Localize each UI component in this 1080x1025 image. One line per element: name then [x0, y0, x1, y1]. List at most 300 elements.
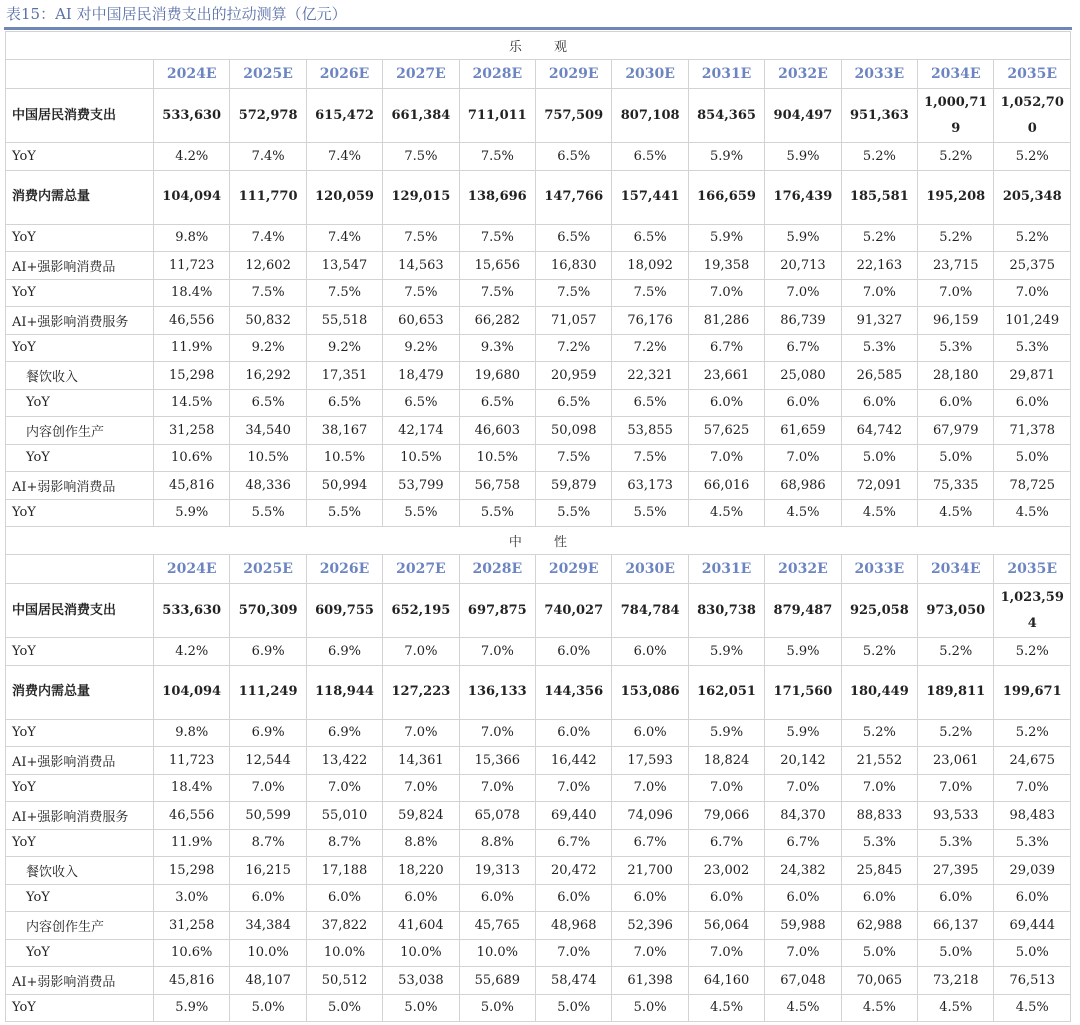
value-cell: 21,700: [612, 857, 688, 885]
value-cell: 7.5%: [612, 444, 688, 472]
value-cell: 5.2%: [841, 143, 917, 171]
value-cell: 6.0%: [306, 884, 382, 912]
value-cell: 7.2%: [612, 334, 688, 362]
value-cell: 16,442: [536, 747, 612, 775]
value-cell: 7.0%: [536, 939, 612, 967]
value-cell: 572,97​8: [230, 89, 306, 143]
value-cell: 6.5%: [612, 224, 688, 252]
value-cell: 5.9%: [765, 719, 841, 747]
row-label: YoY: [6, 829, 154, 857]
row-label: AI+强影响消费服务: [6, 307, 154, 335]
value-cell: 18,479: [383, 362, 459, 390]
value-cell: 6.0%: [918, 884, 994, 912]
value-cell: 64,160: [688, 967, 764, 995]
value-cell: 807,10​8: [612, 89, 688, 143]
value-cell: 104,09​4: [154, 665, 230, 719]
value-cell: 8.7%: [230, 829, 306, 857]
section-header-row: [6, 32, 1071, 60]
value-cell: 19,680: [459, 362, 535, 390]
value-cell: 195,20​8: [918, 170, 994, 224]
value-cell: 6.0%: [765, 389, 841, 417]
row-label: YoY: [6, 334, 154, 362]
value-cell: 7.0%: [612, 774, 688, 802]
value-cell: 6.7%: [688, 334, 764, 362]
value-cell: 46,556: [154, 307, 230, 335]
value-cell: 4.5%: [994, 499, 1071, 527]
table-row: [6, 334, 1071, 362]
value-cell: 6.0%: [612, 884, 688, 912]
value-cell: 73,218: [918, 967, 994, 995]
value-cell: 34,540: [230, 417, 306, 445]
value-cell: 854,36​5: [688, 89, 764, 143]
value-cell: 6.0%: [536, 719, 612, 747]
value-cell: 5.3%: [994, 334, 1071, 362]
value-cell: 5.2%: [918, 719, 994, 747]
value-cell: 23,061: [918, 747, 994, 775]
value-cell: 6.7%: [612, 829, 688, 857]
value-cell: 7.5%: [459, 279, 535, 307]
table-row: [6, 252, 1071, 280]
value-cell: 48,107: [230, 967, 306, 995]
value-cell: 56,064: [688, 912, 764, 940]
value-cell: 111,77​0: [230, 170, 306, 224]
value-cell: 8.8%: [459, 829, 535, 857]
table-row: [6, 747, 1071, 775]
value-cell: 71,057: [536, 307, 612, 335]
value-cell: 661,38​4: [383, 89, 459, 143]
value-cell: 91,327: [841, 307, 917, 335]
value-cell: 16,215: [230, 857, 306, 885]
value-cell: 6.9%: [230, 719, 306, 747]
value-cell: 5.9%: [688, 719, 764, 747]
value-cell: 10.0%: [383, 939, 459, 967]
value-cell: 5.0%: [383, 994, 459, 1022]
value-cell: 11.9%: [154, 334, 230, 362]
value-cell: 147,76​6: [536, 170, 612, 224]
value-cell: 8.7%: [306, 829, 382, 857]
value-cell: 48,968: [536, 912, 612, 940]
year-header: 2035E: [994, 555, 1071, 584]
value-cell: 7.0%: [612, 939, 688, 967]
value-cell: 19,358: [688, 252, 764, 280]
value-cell: 79,066: [688, 802, 764, 830]
value-cell: 7.4%: [306, 143, 382, 171]
value-cell: 6.0%: [765, 884, 841, 912]
value-cell: 7.5%: [536, 444, 612, 472]
value-cell: 7.0%: [383, 638, 459, 666]
table-row: [6, 912, 1071, 940]
value-cell: 58,474: [536, 967, 612, 995]
value-cell: 4.5%: [765, 994, 841, 1022]
value-cell: 7.0%: [459, 638, 535, 666]
year-header-row: [6, 555, 1071, 584]
value-cell: 25,080: [765, 362, 841, 390]
row-label: 餐饮收入: [6, 362, 154, 390]
value-cell: 10.6%: [154, 939, 230, 967]
value-cell: 24,382: [765, 857, 841, 885]
value-cell: 7.4%: [230, 224, 306, 252]
value-cell: 6.0%: [230, 884, 306, 912]
value-cell: 7.4%: [306, 224, 382, 252]
year-header: 2025E: [230, 555, 306, 584]
value-cell: 12,544: [230, 747, 306, 775]
value-cell: 69,440: [536, 802, 612, 830]
value-cell: 205,34​8: [994, 170, 1071, 224]
value-cell: 6.5%: [536, 389, 612, 417]
value-cell: 129,01​5: [383, 170, 459, 224]
value-cell: 7.0%: [765, 939, 841, 967]
row-label: YoY: [6, 389, 154, 417]
value-cell: 65,078: [459, 802, 535, 830]
value-cell: 8.8%: [383, 829, 459, 857]
value-cell: 22,321: [612, 362, 688, 390]
value-cell: 15,656: [459, 252, 535, 280]
value-cell: 5.2%: [994, 638, 1071, 666]
row-label: 中国居民消费支出: [6, 89, 154, 143]
value-cell: 4.5%: [688, 499, 764, 527]
value-cell: 111,24​9: [230, 665, 306, 719]
value-cell: 6.5%: [612, 389, 688, 417]
value-cell: 7.5%: [536, 279, 612, 307]
value-cell: 26,585: [841, 362, 917, 390]
value-cell: 78,725: [994, 472, 1071, 500]
value-cell: 25,845: [841, 857, 917, 885]
year-header: 2035E: [994, 60, 1071, 89]
value-cell: 5.2%: [841, 638, 917, 666]
year-header: 2033E: [841, 60, 917, 89]
value-cell: 4.5%: [688, 994, 764, 1022]
value-cell: 48,336: [230, 472, 306, 500]
value-cell: 6.0%: [688, 884, 764, 912]
value-cell: 6.5%: [306, 389, 382, 417]
value-cell: 711,01​1: [459, 89, 535, 143]
value-cell: 6.9%: [306, 638, 382, 666]
value-cell: 5.5%: [306, 499, 382, 527]
value-cell: 6.7%: [765, 829, 841, 857]
value-cell: 34,384: [230, 912, 306, 940]
row-label: 中国居民消费支出: [6, 584, 154, 638]
value-cell: 74,096: [612, 802, 688, 830]
value-cell: 7.0%: [688, 444, 764, 472]
value-cell: 31,258: [154, 417, 230, 445]
value-cell: 6.5%: [383, 389, 459, 417]
value-cell: 17,188: [306, 857, 382, 885]
value-cell: 5.3%: [841, 334, 917, 362]
value-cell: 29,039: [994, 857, 1071, 885]
value-cell: 55,010: [306, 802, 382, 830]
value-cell: 96,159: [918, 307, 994, 335]
value-cell: 20,713: [765, 252, 841, 280]
value-cell: 4.5%: [918, 994, 994, 1022]
value-cell: 18.4%: [154, 279, 230, 307]
table-row: [6, 224, 1071, 252]
table-row: [6, 584, 1071, 638]
value-cell: 17,593: [612, 747, 688, 775]
value-cell: 4.5%: [841, 499, 917, 527]
value-cell: 5.0%: [536, 994, 612, 1022]
table-row: [6, 665, 1071, 719]
table-row: [6, 939, 1071, 967]
value-cell: 740,02​7: [536, 584, 612, 638]
value-cell: 31,258: [154, 912, 230, 940]
value-cell: 7.0%: [688, 279, 764, 307]
value-cell: 50,599: [230, 802, 306, 830]
section-title: 中 性: [6, 527, 1071, 555]
value-cell: 1,000,71​9: [918, 89, 994, 143]
value-cell: 7.0%: [383, 774, 459, 802]
value-cell: 4.2%: [154, 638, 230, 666]
row-label: YoY: [6, 279, 154, 307]
row-label: AI+弱影响消费品: [6, 472, 154, 500]
value-cell: 56,758: [459, 472, 535, 500]
section-title: 乐 观: [6, 32, 1071, 60]
value-cell: 6.5%: [459, 389, 535, 417]
row-label: YoY: [6, 994, 154, 1022]
value-cell: 16,292: [230, 362, 306, 390]
value-cell: 4.5%: [918, 499, 994, 527]
value-cell: 18.4%: [154, 774, 230, 802]
value-cell: 5.9%: [765, 638, 841, 666]
value-cell: 19,313: [459, 857, 535, 885]
value-cell: 6.7%: [536, 829, 612, 857]
value-cell: 5.2%: [918, 143, 994, 171]
value-cell: 7.0%: [765, 774, 841, 802]
value-cell: 50,512: [306, 967, 382, 995]
value-cell: 70,065: [841, 967, 917, 995]
value-cell: 53,799: [383, 472, 459, 500]
value-cell: 4.2%: [154, 143, 230, 171]
value-cell: 16,830: [536, 252, 612, 280]
section-header-row: [6, 527, 1071, 555]
value-cell: 7.5%: [612, 279, 688, 307]
value-cell: 53,855: [612, 417, 688, 445]
value-cell: 15,366: [459, 747, 535, 775]
value-cell: 21,552: [841, 747, 917, 775]
year-header: 2030E: [612, 555, 688, 584]
value-cell: 64,742: [841, 417, 917, 445]
value-cell: 9.2%: [306, 334, 382, 362]
value-cell: 66,016: [688, 472, 764, 500]
year-header: 2034E: [918, 60, 994, 89]
year-header: 2031E: [688, 555, 764, 584]
value-cell: 53,038: [383, 967, 459, 995]
value-cell: 24,675: [994, 747, 1071, 775]
table-row: [6, 884, 1071, 912]
value-cell: 533,63​0: [154, 584, 230, 638]
value-cell: 7.4%: [230, 143, 306, 171]
table-row: [6, 472, 1071, 500]
value-cell: 4.5%: [994, 994, 1071, 1022]
value-cell: 6.9%: [230, 638, 306, 666]
value-cell: 7.0%: [383, 719, 459, 747]
value-cell: 7.0%: [841, 774, 917, 802]
value-cell: 9.8%: [154, 224, 230, 252]
value-cell: 7.5%: [383, 224, 459, 252]
value-cell: 830,73​8: [688, 584, 764, 638]
value-cell: 20,959: [536, 362, 612, 390]
value-cell: 5.0%: [306, 994, 382, 1022]
value-cell: 88,833: [841, 802, 917, 830]
year-header: 2025E: [230, 60, 306, 89]
year-header: 2026E: [306, 555, 382, 584]
value-cell: 5.2%: [918, 638, 994, 666]
value-cell: 7.0%: [918, 279, 994, 307]
value-cell: 55,518: [306, 307, 382, 335]
value-cell: 4.5%: [765, 499, 841, 527]
table-row: [6, 802, 1071, 830]
value-cell: 75,335: [918, 472, 994, 500]
value-cell: 157,44​1: [612, 170, 688, 224]
value-cell: 6.0%: [612, 719, 688, 747]
row-label: 消费内需总量: [6, 665, 154, 719]
value-cell: 5.2%: [841, 224, 917, 252]
value-cell: 5.0%: [994, 939, 1071, 967]
value-cell: 9.8%: [154, 719, 230, 747]
value-cell: 127,22​3: [383, 665, 459, 719]
row-label: 消费内需总量: [6, 170, 154, 224]
year-header-row: [6, 60, 1071, 89]
table-row: [6, 829, 1071, 857]
year-header: 2031E: [688, 60, 764, 89]
value-cell: 76,513: [994, 967, 1071, 995]
value-cell: 7.5%: [306, 279, 382, 307]
value-cell: 7.5%: [383, 143, 459, 171]
value-cell: 14,361: [383, 747, 459, 775]
table-row: [6, 307, 1071, 335]
value-cell: 138,69​6: [459, 170, 535, 224]
table-row: [6, 143, 1071, 171]
value-cell: 12,602: [230, 252, 306, 280]
value-cell: 5.2%: [994, 719, 1071, 747]
value-cell: 71,378: [994, 417, 1071, 445]
value-cell: 144,35​6: [536, 665, 612, 719]
year-header: 2034E: [918, 555, 994, 584]
value-cell: 41,604: [383, 912, 459, 940]
value-cell: 86,739: [765, 307, 841, 335]
value-cell: 11,723: [154, 747, 230, 775]
value-cell: 6.0%: [841, 884, 917, 912]
table-row: [6, 857, 1071, 885]
value-cell: 5.9%: [154, 499, 230, 527]
value-cell: 67,979: [918, 417, 994, 445]
table-row: [6, 774, 1071, 802]
value-cell: 72,091: [841, 472, 917, 500]
value-cell: 10.5%: [459, 444, 535, 472]
value-cell: 6.0%: [536, 638, 612, 666]
value-cell: 10.0%: [459, 939, 535, 967]
value-cell: 37,822: [306, 912, 382, 940]
value-cell: 7.0%: [688, 939, 764, 967]
value-cell: 925,05​8: [841, 584, 917, 638]
value-cell: 7.0%: [994, 774, 1071, 802]
year-header: 2024E: [154, 555, 230, 584]
value-cell: 25,375: [994, 252, 1071, 280]
value-cell: 784,78​4: [612, 584, 688, 638]
value-cell: 6.9%: [306, 719, 382, 747]
value-cell: 5.3%: [841, 829, 917, 857]
value-cell: 6.0%: [994, 884, 1071, 912]
table-row: [6, 967, 1071, 995]
value-cell: 6.0%: [841, 389, 917, 417]
value-cell: 118,94​4: [306, 665, 382, 719]
value-cell: 104,09​4: [154, 170, 230, 224]
value-cell: 42,174: [383, 417, 459, 445]
value-cell: 6.0%: [688, 389, 764, 417]
table-row: [6, 279, 1071, 307]
value-cell: 59,879: [536, 472, 612, 500]
value-cell: 7.0%: [918, 774, 994, 802]
value-cell: 22,163: [841, 252, 917, 280]
value-cell: 84,370: [765, 802, 841, 830]
value-cell: 904,49​7: [765, 89, 841, 143]
table-row: [6, 389, 1071, 417]
year-header: 2024E: [154, 60, 230, 89]
value-cell: 7.0%: [536, 774, 612, 802]
value-cell: 69,444: [994, 912, 1071, 940]
row-label: YoY: [6, 939, 154, 967]
value-cell: 46,556: [154, 802, 230, 830]
value-cell: 5.9%: [688, 638, 764, 666]
value-cell: 50,098: [536, 417, 612, 445]
value-cell: 45,816: [154, 472, 230, 500]
value-cell: 6.5%: [536, 143, 612, 171]
value-cell: 5.5%: [230, 499, 306, 527]
value-cell: 5.3%: [994, 829, 1071, 857]
value-cell: 7.0%: [688, 774, 764, 802]
value-cell: 18,220: [383, 857, 459, 885]
year-header: 2032E: [765, 555, 841, 584]
value-cell: 10.5%: [230, 444, 306, 472]
value-cell: 14,563: [383, 252, 459, 280]
value-cell: 5.2%: [841, 719, 917, 747]
value-cell: 23,661: [688, 362, 764, 390]
year-header: 2029E: [536, 555, 612, 584]
value-cell: 10.0%: [230, 939, 306, 967]
table-row: [6, 89, 1071, 143]
value-cell: 162,05​1: [688, 665, 764, 719]
value-cell: 7.0%: [306, 774, 382, 802]
value-cell: 1,052,70​0: [994, 89, 1071, 143]
value-cell: 20,142: [765, 747, 841, 775]
value-cell: 5.0%: [918, 444, 994, 472]
value-cell: 18,092: [612, 252, 688, 280]
value-cell: 55,689: [459, 967, 535, 995]
table-row: [6, 362, 1071, 390]
row-label: AI+弱影响消费品: [6, 967, 154, 995]
value-cell: 5.9%: [154, 994, 230, 1022]
value-cell: 6.0%: [918, 389, 994, 417]
value-cell: 5.9%: [765, 224, 841, 252]
value-cell: 7.0%: [994, 279, 1071, 307]
value-cell: 68,986: [765, 472, 841, 500]
value-cell: 15,298: [154, 362, 230, 390]
value-cell: 5.2%: [994, 224, 1071, 252]
value-cell: 9.2%: [383, 334, 459, 362]
value-cell: 6.5%: [612, 143, 688, 171]
value-cell: 153,08​6: [612, 665, 688, 719]
value-cell: 6.0%: [459, 884, 535, 912]
table-row: [6, 170, 1071, 224]
value-cell: 7.0%: [841, 279, 917, 307]
value-cell: 7.0%: [230, 774, 306, 802]
value-cell: 879,48​7: [765, 584, 841, 638]
value-cell: 63,173: [612, 472, 688, 500]
value-cell: 11.9%: [154, 829, 230, 857]
year-header: 2030E: [612, 60, 688, 89]
table-row: [6, 994, 1071, 1022]
year-header: 2027E: [383, 60, 459, 89]
consumption-table: [5, 31, 1071, 1022]
